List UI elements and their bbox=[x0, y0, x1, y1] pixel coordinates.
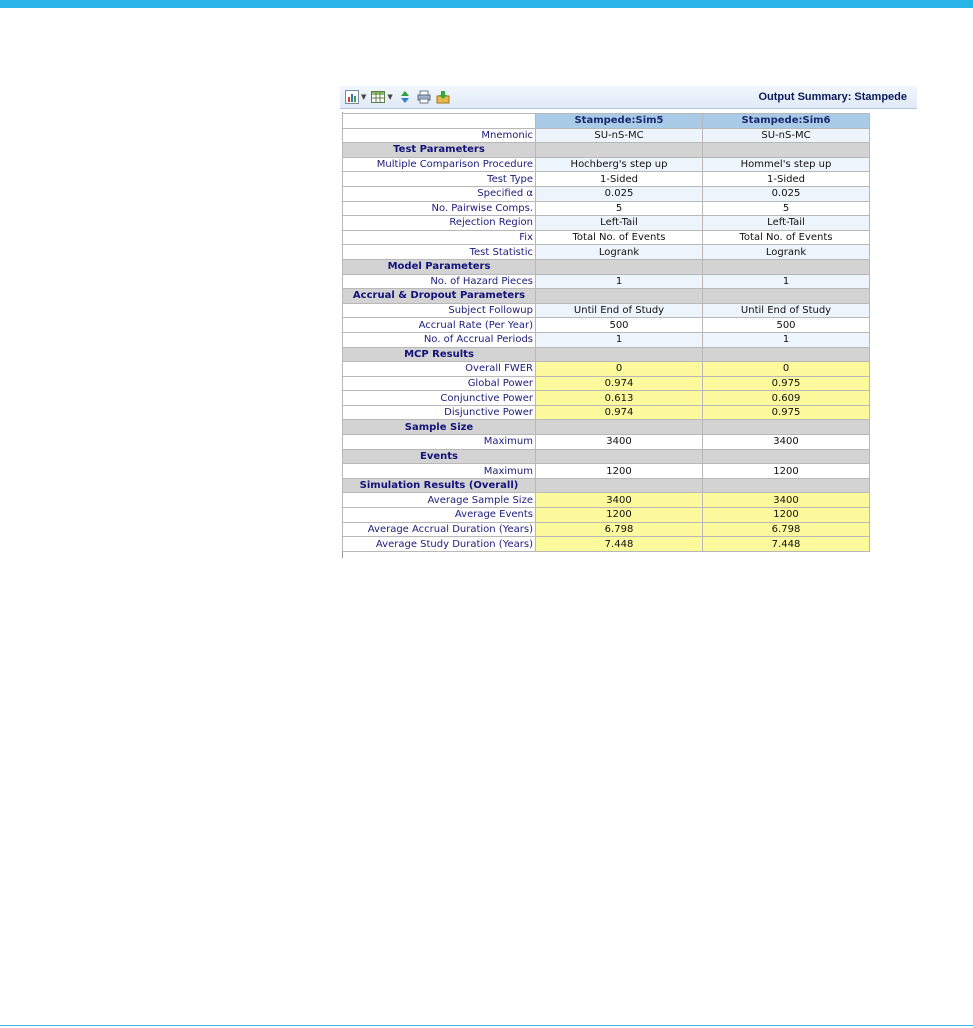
section-blank-cell bbox=[703, 289, 870, 304]
section-blank-cell bbox=[536, 420, 703, 435]
table-row bbox=[343, 318, 870, 333]
table-row bbox=[343, 332, 870, 347]
sim6-value-cell: Logrank bbox=[703, 245, 870, 260]
sim5-value-cell: 500 bbox=[536, 318, 703, 333]
sim5-value-cell: 5 bbox=[536, 201, 703, 216]
row-label: Rejection Region bbox=[343, 216, 536, 231]
table-row bbox=[343, 245, 870, 260]
table-row bbox=[343, 230, 870, 245]
sim6-value-cell: 1200 bbox=[703, 508, 870, 523]
chevron-down-icon: ▼ bbox=[387, 93, 393, 101]
sim5-value-cell: 1200 bbox=[536, 508, 703, 523]
section-blank-cell bbox=[536, 449, 703, 464]
sim6-value-cell: Hommel's step up bbox=[703, 157, 870, 172]
table-row bbox=[343, 391, 870, 406]
sim5-value-cell: 1200 bbox=[536, 464, 703, 479]
row-label: Disjunctive Power bbox=[343, 405, 536, 420]
sim6-value-cell: 7.448 bbox=[703, 537, 870, 552]
section-header-row bbox=[343, 347, 870, 362]
header-corner-cell bbox=[343, 114, 536, 129]
table-row bbox=[343, 303, 870, 318]
sim5-value-cell: Logrank bbox=[536, 245, 703, 260]
section-blank-cell bbox=[536, 259, 703, 274]
sim6-value-cell: 0.609 bbox=[703, 391, 870, 406]
sim5-value-cell: 7.448 bbox=[536, 537, 703, 552]
row-label: Conjunctive Power bbox=[343, 391, 536, 406]
chevron-down-icon: ▼ bbox=[361, 93, 367, 101]
sim5-value-cell: 3400 bbox=[536, 493, 703, 508]
table-row bbox=[343, 435, 870, 450]
printer-icon bbox=[417, 90, 431, 104]
sim6-value-cell: 0 bbox=[703, 362, 870, 377]
row-label: Average Accrual Duration (Years) bbox=[343, 522, 536, 537]
table-row bbox=[343, 216, 870, 231]
table-menu-button[interactable] bbox=[371, 89, 392, 105]
section-blank-cell bbox=[703, 478, 870, 493]
section-blank-cell bbox=[703, 449, 870, 464]
table-row bbox=[343, 464, 870, 479]
output-toolbar bbox=[340, 86, 917, 109]
sim6-value-cell: 3400 bbox=[703, 493, 870, 508]
sim6-value-cell: SU-nS-MC bbox=[703, 128, 870, 143]
row-label: Global Power bbox=[343, 376, 536, 391]
section-blank-cell bbox=[536, 143, 703, 158]
row-label: Overall FWER bbox=[343, 362, 536, 377]
sim5-value-cell: 0.025 bbox=[536, 186, 703, 201]
print-button[interactable] bbox=[417, 89, 431, 105]
row-label: Fix bbox=[343, 230, 536, 245]
section-blank-cell bbox=[703, 143, 870, 158]
sim5-value-cell: Until End of Study bbox=[536, 303, 703, 318]
row-label: Test Statistic bbox=[343, 245, 536, 260]
table-row bbox=[343, 362, 870, 377]
section-blank-cell bbox=[703, 420, 870, 435]
sim6-value-cell: 500 bbox=[703, 318, 870, 333]
sim6-value-cell: 6.798 bbox=[703, 522, 870, 537]
row-label: Maximum bbox=[343, 464, 536, 479]
sim6-value-cell: Left-Tail bbox=[703, 216, 870, 231]
section-blank-cell bbox=[536, 347, 703, 362]
section-header-row bbox=[343, 143, 870, 158]
output-summary-title: Output Summary: Stampede bbox=[758, 91, 907, 103]
sim5-value-cell: SU-nS-MC bbox=[536, 128, 703, 143]
summary-table-container bbox=[342, 113, 870, 552]
sim5-value-cell: 0.974 bbox=[536, 376, 703, 391]
sim5-value-cell: 1 bbox=[536, 274, 703, 289]
row-label: No. of Accrual Periods bbox=[343, 332, 536, 347]
section-blank-cell bbox=[703, 347, 870, 362]
section-header-row bbox=[343, 259, 870, 274]
section-header-row bbox=[343, 420, 870, 435]
table-row bbox=[343, 157, 870, 172]
sim6-value-cell: 0.025 bbox=[703, 186, 870, 201]
section-blank-cell bbox=[703, 259, 870, 274]
sim6-value-cell: 1200 bbox=[703, 464, 870, 479]
table-row bbox=[343, 172, 870, 187]
table-row bbox=[343, 274, 870, 289]
sim6-value-cell: Total No. of Events bbox=[703, 230, 870, 245]
sim5-value-cell: 3400 bbox=[536, 435, 703, 450]
sim6-value-cell: 3400 bbox=[703, 435, 870, 450]
row-label: Test Type bbox=[343, 172, 536, 187]
sim6-value-cell: Until End of Study bbox=[703, 303, 870, 318]
chart-icon bbox=[345, 90, 359, 104]
sim5-value-cell: 6.798 bbox=[536, 522, 703, 537]
section-label: Sample Size bbox=[343, 420, 536, 435]
sim5-value-cell: 1 bbox=[536, 332, 703, 347]
sim5-value-cell: 0.974 bbox=[536, 405, 703, 420]
top-accent-bar bbox=[0, 0, 973, 8]
table-row bbox=[343, 522, 870, 537]
row-label: Subject Followup bbox=[343, 303, 536, 318]
row-label: Average Sample Size bbox=[343, 493, 536, 508]
output-summary-table bbox=[342, 113, 870, 552]
sim5-value-cell: Left-Tail bbox=[536, 216, 703, 231]
row-label: No. of Hazard Pieces bbox=[343, 274, 536, 289]
sim6-value-cell: 1 bbox=[703, 274, 870, 289]
navigate-button[interactable] bbox=[398, 89, 412, 105]
row-label: Average Study Duration (Years) bbox=[343, 537, 536, 552]
row-label: Mnemonic bbox=[343, 128, 536, 143]
sim6-value-cell: 1 bbox=[703, 332, 870, 347]
section-header-row bbox=[343, 449, 870, 464]
sim6-value-cell: 0.975 bbox=[703, 376, 870, 391]
section-blank-cell bbox=[536, 478, 703, 493]
section-header-row bbox=[343, 289, 870, 304]
section-header-row bbox=[343, 478, 870, 493]
table-row bbox=[343, 201, 870, 216]
sim5-value-cell: 1-Sided bbox=[536, 172, 703, 187]
arrows-icon bbox=[398, 90, 412, 104]
sim5-value-cell: 0 bbox=[536, 362, 703, 377]
section-label: Simulation Results (Overall) bbox=[343, 478, 536, 493]
column-header-sim5[interactable]: Stampede:Sim5 bbox=[536, 114, 703, 129]
table-row bbox=[343, 376, 870, 391]
sim6-value-cell: 0.975 bbox=[703, 405, 870, 420]
sim5-value-cell: 0.613 bbox=[536, 391, 703, 406]
bottom-divider bbox=[0, 1025, 973, 1026]
sim5-value-cell: Hochberg's step up bbox=[536, 157, 703, 172]
section-label: Accrual & Dropout Parameters bbox=[343, 289, 536, 304]
table-icon bbox=[371, 90, 385, 104]
row-label: Specified α bbox=[343, 186, 536, 201]
table-header-row bbox=[343, 114, 870, 129]
sim6-value-cell: 1-Sided bbox=[703, 172, 870, 187]
table-row bbox=[343, 186, 870, 201]
table-row bbox=[343, 537, 870, 552]
column-header-sim6[interactable]: Stampede:Sim6 bbox=[703, 114, 870, 129]
row-label: Maximum bbox=[343, 435, 536, 450]
section-label: Test Parameters bbox=[343, 143, 536, 158]
section-label: Model Parameters bbox=[343, 259, 536, 274]
section-blank-cell bbox=[536, 289, 703, 304]
table-row bbox=[343, 128, 870, 143]
row-label: Multiple Comparison Procedure bbox=[343, 157, 536, 172]
export-icon bbox=[436, 90, 450, 104]
row-label: Average Events bbox=[343, 508, 536, 523]
row-label: Accrual Rate (Per Year) bbox=[343, 318, 536, 333]
chart-menu-button[interactable] bbox=[345, 89, 366, 105]
export-button[interactable] bbox=[436, 89, 450, 105]
sim5-value-cell: Total No. of Events bbox=[536, 230, 703, 245]
row-label: No. Pairwise Comps. bbox=[343, 201, 536, 216]
table-row bbox=[343, 405, 870, 420]
sim6-value-cell: 5 bbox=[703, 201, 870, 216]
section-label: MCP Results bbox=[343, 347, 536, 362]
table-row bbox=[343, 493, 870, 508]
section-label: Events bbox=[343, 449, 536, 464]
table-row bbox=[343, 508, 870, 523]
